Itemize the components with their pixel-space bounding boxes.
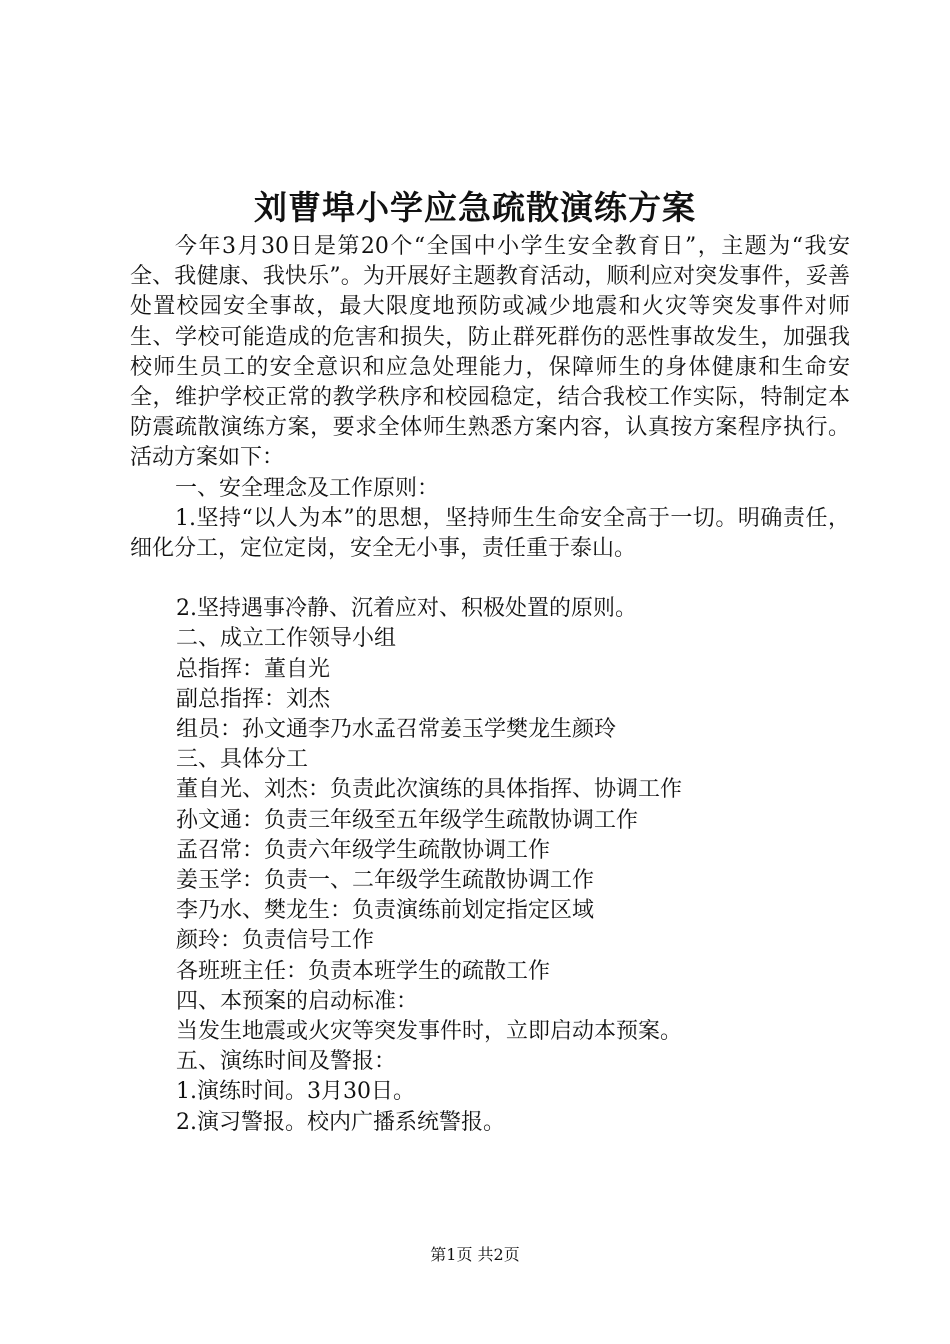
text-line: 孟召常：负责六年级学生疏散协调工作 [176, 837, 551, 863]
text-line: 总指挥：董自光 [176, 656, 331, 682]
text-line: 孙文通：负责三年级至五年级学生疏散协调工作 [176, 807, 639, 833]
section-heading: 三、具体分工 [176, 747, 309, 773]
section-heading: 四、本预案的启动标准： [176, 988, 419, 1014]
text-line: 组员：孙文通李乃水孟召常姜玉学樊龙生颜玲 [176, 717, 617, 743]
text-line: 董自光、刘杰：负责此次演练的具体指挥、协调工作 [176, 777, 683, 803]
text-line: 副总指挥：刘杰 [176, 686, 331, 712]
section-heading: 五、演练时间及警报： [176, 1049, 397, 1075]
text-line: 各班班主任：负责本班学生的疏散工作 [176, 958, 551, 984]
section-heading: 二、成立工作领导小组 [176, 626, 397, 652]
text-line: 2.坚持遇事冷静、沉着应对、积极处置的原则。 [176, 596, 637, 622]
text-line: 当发生地震或火灾等突发事件时，立即启动本预案。 [176, 1019, 683, 1045]
text-line: 1.演练时间。3月30日。 [176, 1079, 415, 1105]
text-line: 颜玲：负责信号工作 [176, 928, 375, 954]
text-line: 姜玉学：负责一、二年级学生疏散协调工作 [176, 868, 595, 894]
section-heading: 一、安全理念及工作原则： [175, 475, 440, 501]
page-footer: 第1页 共2页 [430, 1245, 520, 1264]
text-line: 2.演习警报。校内广播系统警报。 [176, 1109, 505, 1135]
intro-paragraph: 今年3月30日是第20个“全国中小学生安全教育日”，主题为“我安全、我健康、我快乐”。为开展好主题教育活动，顺利应对突发事件，妥善处置校园安全事故，最大限度地预防或减少地震和火灾等突发事件对师生、学校可能造成的危害和损失，防止群死群伤的恶性事故发生，加强我校师生员工的安全意识和应急处理能力，保障师生的身体健康和生命安全，维护学校正常的教学秩序和校园稳定，结合我校工作实际，特制定本防震疏散演练方案，要求全体师生熟悉方案内容，认真按方案程序执行。活动方案如下： [130, 234, 850, 471]
document-body [130, 232, 850, 1138]
document-title: 刘曹埠小学应急疏散演练方案 [254, 188, 696, 227]
principle-paragraph: 1.坚持“以人为本”的思想，坚持师生生命安全高于一切。明确责任，细化分工，定位定岗，安全无小事，责任重于泰山。 [130, 505, 850, 562]
text-line: 李乃水、樊龙生：负责演练前划定指定区域 [176, 898, 595, 924]
paragraph-gap [130, 564, 850, 594]
